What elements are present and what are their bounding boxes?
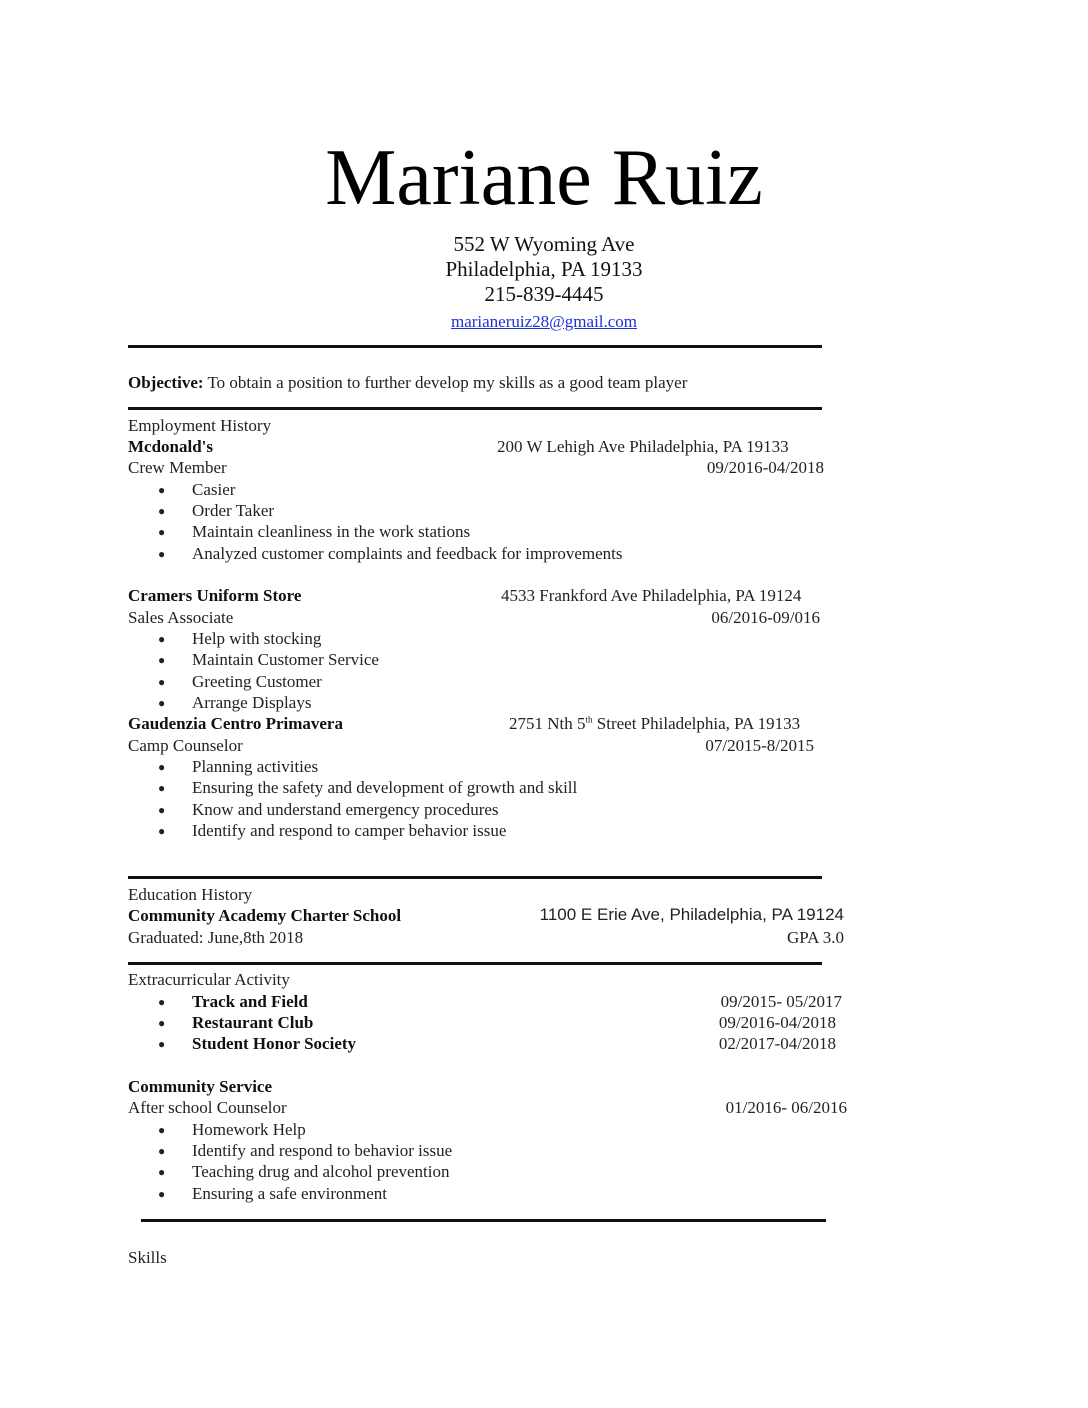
school-address: 1100 E Erie Ave, Philadelphia, PA 19124 — [539, 905, 844, 924]
education-heading: Education History — [128, 885, 253, 904]
activity-dates: 09/2015- 05/2017 — [720, 992, 842, 1011]
duty-item: Arrange Displays — [192, 693, 312, 712]
address-city: Philadelphia, PA 19133 — [445, 257, 643, 281]
phone-number: 215-839-4445 — [484, 282, 604, 306]
duty-item: Identify and respond to camper behavior issue — [192, 821, 507, 840]
job-address: 4533 Frankford Ave Philadelphia, PA 19124 — [501, 586, 802, 605]
duty-item: Homework Help — [192, 1120, 306, 1139]
bullet-icon: ● — [158, 1037, 166, 1051]
divider-employment — [128, 876, 822, 879]
community-role: After school Counselor — [128, 1098, 287, 1117]
bullet-icon: ● — [158, 653, 166, 667]
gpa: GPA 3.0 — [786, 928, 844, 947]
job-title: Sales Associate — [128, 608, 234, 627]
job-employer: Gaudenzia Centro Primavera — [128, 714, 343, 733]
bullet-icon: ● — [158, 504, 166, 518]
community-dates: 01/2016- 06/2016 — [725, 1098, 847, 1117]
duty-item: Analyzed customer complaints and feedback for improvements — [192, 544, 623, 563]
bullet-icon: ● — [158, 675, 166, 689]
bullet-icon: ● — [158, 760, 166, 774]
duty-item: Teaching drug and alcohol prevention — [192, 1162, 450, 1181]
duty-item: Maintain cleanliness in the work stations — [192, 522, 471, 541]
skills-heading: Skills — [128, 1248, 167, 1267]
bullet-icon: ● — [158, 781, 166, 795]
employment-heading: Employment History — [128, 416, 272, 435]
email-link[interactable]: marianeruiz28@gmail.com — [450, 312, 638, 331]
bullet-icon: ● — [158, 1165, 166, 1179]
bullet-icon: ● — [158, 525, 166, 539]
job-dates: 06/2016-09/016 — [711, 608, 820, 627]
job-employer: Mcdonald's — [128, 437, 214, 456]
job-address: 200 W Lehigh Ave Philadelphia, PA 19133 — [497, 437, 789, 456]
bullet-icon: ● — [158, 632, 166, 646]
extracurricular-heading: Extracurricular Activity — [128, 970, 290, 989]
divider-header — [128, 345, 822, 348]
community-heading: Community Service — [128, 1077, 273, 1096]
address-street: 552 W Wyoming Ave — [453, 232, 635, 256]
bullet-icon: ● — [158, 995, 166, 1009]
email-line — [0, 310, 1088, 331]
bullet-icon: ● — [158, 483, 166, 497]
activity-dates: 09/2016-04/2018 — [718, 1013, 836, 1032]
bullet-icon: ● — [158, 1187, 166, 1201]
duty-item: Identify and respond to behavior issue — [192, 1141, 453, 1160]
bullet-icon: ● — [158, 824, 166, 838]
duty-item: Planning activities — [192, 757, 319, 776]
activity-name: Track and Field — [192, 992, 308, 1011]
divider-community — [141, 1219, 826, 1222]
objective-label: Objective: — [128, 373, 204, 392]
divider-education — [128, 962, 822, 965]
duty-item: Order Taker — [192, 501, 275, 520]
bullet-icon: ● — [158, 696, 166, 710]
job-employer: Cramers Uniform Store — [128, 586, 302, 605]
bullet-icon: ● — [158, 1123, 166, 1137]
job-dates: 07/2015-8/2015 — [705, 736, 814, 755]
duty-item: Know and understand emergency procedures — [192, 800, 499, 819]
duty-item: Maintain Customer Service — [192, 650, 379, 669]
duty-item: Greeting Customer — [192, 672, 322, 691]
activity-name: Restaurant Club — [192, 1013, 314, 1032]
activity-name: Student Honor Society — [192, 1034, 357, 1053]
bullet-icon: ● — [158, 803, 166, 817]
duty-item: Help with stocking — [192, 629, 322, 648]
bullet-icon: ● — [158, 547, 166, 561]
graduation-date: Graduated: June,8th 2018 — [128, 928, 304, 947]
activity-dates: 02/2017-04/2018 — [718, 1034, 836, 1053]
bullet-icon: ● — [158, 1016, 166, 1030]
job-dates: 09/2016-04/2018 — [706, 458, 824, 477]
job-address: 2751 Nth 5th Street Philadelphia, PA 19133 — [509, 714, 801, 733]
duty-item: Ensuring a safe environment — [192, 1184, 387, 1203]
school-name: Community Academy Charter School — [128, 906, 402, 925]
objective-text: To obtain a position to further develop my skills as a good team player — [207, 373, 688, 392]
bullet-icon: ● — [158, 1144, 166, 1158]
duty-item: Ensuring the safety and development of growth and skill — [192, 778, 578, 797]
job-title: Crew Member — [128, 458, 227, 477]
job-title: Camp Counselor — [128, 736, 243, 755]
divider-objective — [128, 407, 822, 410]
resume-name: Mariane Ruiz — [325, 134, 763, 222]
duty-item: Casier — [192, 480, 236, 499]
objective — [128, 374, 687, 391]
